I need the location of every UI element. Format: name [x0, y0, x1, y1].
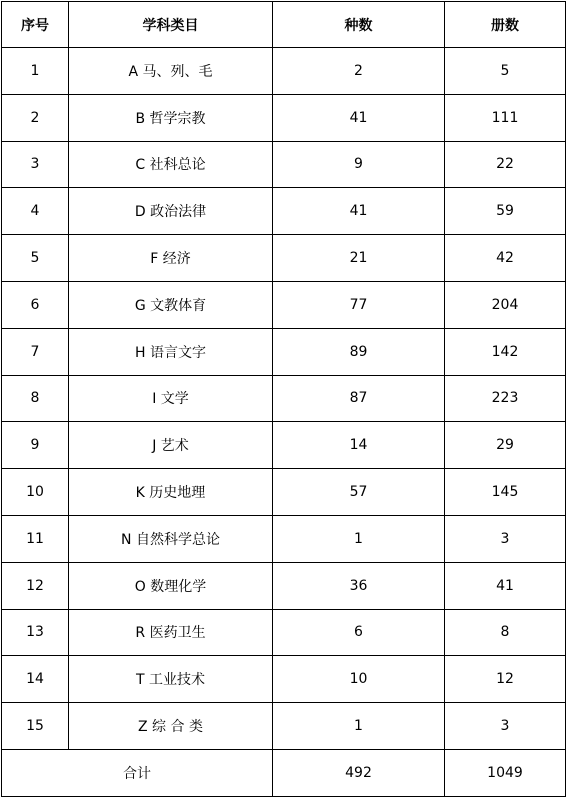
row-index: 14 [2, 656, 69, 703]
total-kinds: 492 [273, 749, 445, 796]
row-index: 11 [2, 515, 69, 562]
row-index: 15 [2, 703, 69, 750]
row-volumes: 42 [445, 235, 566, 282]
row-kinds: 87 [273, 375, 445, 422]
row-volumes: 3 [445, 703, 566, 750]
table-row [2, 703, 566, 750]
row-index: 9 [2, 422, 69, 469]
table-row [2, 609, 566, 656]
row-index: 8 [2, 375, 69, 422]
total-row [2, 749, 566, 796]
row-index: 13 [2, 609, 69, 656]
row-volumes: 5 [445, 48, 566, 95]
header-volumes: 册数 [445, 2, 566, 48]
row-kinds: 41 [273, 94, 445, 141]
row-volumes: 111 [445, 94, 566, 141]
header-row [2, 2, 566, 48]
row-index: 5 [2, 235, 69, 282]
row-category: J 艺术 [69, 422, 273, 469]
table-row [2, 48, 566, 95]
row-kinds: 2 [273, 48, 445, 95]
table-row [2, 515, 566, 562]
row-category: F 经济 [69, 235, 273, 282]
row-category: N 自然科学总论 [69, 515, 273, 562]
row-index: 6 [2, 281, 69, 328]
row-category: O 数理化学 [69, 562, 273, 609]
row-index: 1 [2, 48, 69, 95]
table-footer [2, 749, 566, 796]
row-volumes: 12 [445, 656, 566, 703]
row-category: G 文教体育 [69, 281, 273, 328]
total-volumes: 1049 [445, 749, 566, 796]
table-row [2, 469, 566, 516]
row-category: R 医药卫生 [69, 609, 273, 656]
row-index: 12 [2, 562, 69, 609]
row-volumes: 3 [445, 515, 566, 562]
row-category: A 马、列、毛 [69, 48, 273, 95]
row-kinds: 1 [273, 515, 445, 562]
row-volumes: 142 [445, 328, 566, 375]
row-kinds: 14 [273, 422, 445, 469]
table-row [2, 188, 566, 235]
row-volumes: 29 [445, 422, 566, 469]
row-kinds: 57 [273, 469, 445, 516]
row-category: C 社科总论 [69, 141, 273, 188]
row-volumes: 59 [445, 188, 566, 235]
row-index: 7 [2, 328, 69, 375]
row-volumes: 145 [445, 469, 566, 516]
table-header [2, 2, 566, 48]
row-category: I 文学 [69, 375, 273, 422]
row-volumes: 204 [445, 281, 566, 328]
row-index: 4 [2, 188, 69, 235]
table-row [2, 141, 566, 188]
header-index: 序号 [2, 2, 69, 48]
table-row [2, 422, 566, 469]
row-kinds: 77 [273, 281, 445, 328]
row-category: T 工业技术 [69, 656, 273, 703]
row-category: Z 综 合 类 [69, 703, 273, 750]
book-category-table [1, 1, 566, 797]
row-category: B 哲学宗教 [69, 94, 273, 141]
header-kinds: 种数 [273, 2, 445, 48]
row-kinds: 10 [273, 656, 445, 703]
row-kinds: 41 [273, 188, 445, 235]
row-volumes: 8 [445, 609, 566, 656]
table-row [2, 328, 566, 375]
table-row [2, 562, 566, 609]
table-row [2, 94, 566, 141]
total-label: 合计 [2, 749, 273, 796]
table-row [2, 281, 566, 328]
row-volumes: 41 [445, 562, 566, 609]
row-category: D 政治法律 [69, 188, 273, 235]
row-volumes: 223 [445, 375, 566, 422]
row-category: K 历史地理 [69, 469, 273, 516]
table-row [2, 375, 566, 422]
row-kinds: 36 [273, 562, 445, 609]
row-index: 10 [2, 469, 69, 516]
row-kinds: 1 [273, 703, 445, 750]
row-category: H 语言文字 [69, 328, 273, 375]
row-volumes: 22 [445, 141, 566, 188]
table-body [2, 48, 566, 750]
header-category: 学科类目 [69, 2, 273, 48]
row-index: 2 [2, 94, 69, 141]
row-kinds: 21 [273, 235, 445, 282]
table-row [2, 656, 566, 703]
table-row [2, 235, 566, 282]
row-kinds: 6 [273, 609, 445, 656]
row-index: 3 [2, 141, 69, 188]
row-kinds: 9 [273, 141, 445, 188]
row-kinds: 89 [273, 328, 445, 375]
